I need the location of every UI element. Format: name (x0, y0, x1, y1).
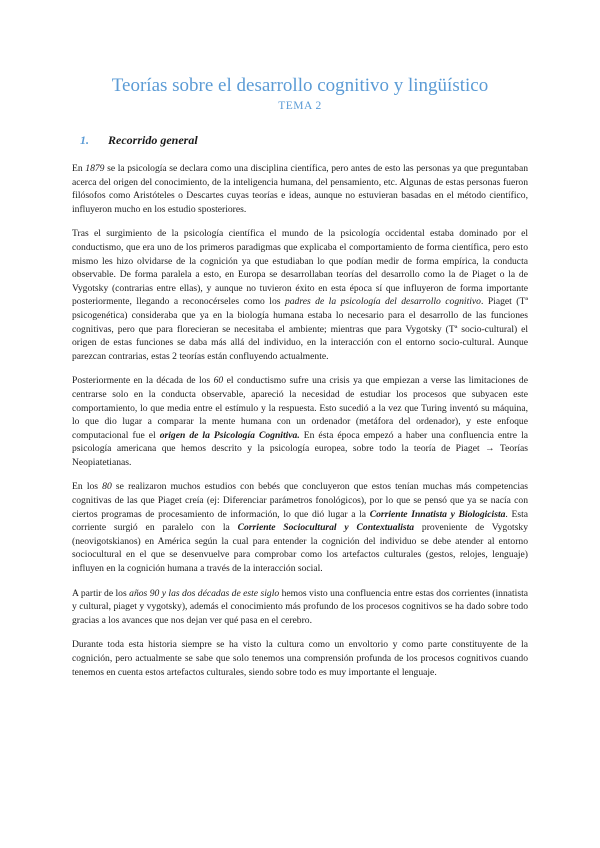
section-number: 1. (80, 133, 89, 147)
year-emphasis: 1879 (85, 163, 105, 174)
document-title: Teorías sobre el desarrollo cognitivo y lingüístico (111, 75, 489, 96)
italic-emphasis: padres de la psicología del desarrollo cognitivo (284, 296, 481, 308)
text-run: se la psicología se declara como una disciplina científica, pero antes de esto las personas ya que preguntaban acerca del origen del conocimiento, de la inteligencia humana, del pensamiento, etc. Algunas de estas personas fueron filósofos como Aristóteles o Descartes cuyas teorías e ideas, aunque no estuvieran basadas en el método científico, influyeron mucho en los estudio sposteriores. (72, 163, 528, 215)
text-run: Posteriormente en la década de los (72, 375, 214, 387)
paragraph-6: Durante toda esta historia siempre se ha visto la cultura como un envoltorio y como parte constituyente de la cognición, pero actualmente se sabe que solo tenemos una comprensión profunda de los procesos cognitivos cuando tenemos en cuenta estos artefactos culturales, siendo sobre todo es muy importante el lenguaje. (72, 639, 528, 678)
bold-italic-emphasis: Corriente Innatista y Biologicista (369, 508, 506, 520)
text-run: proveniente de Vygotsky (neovigotskianos) en América según la cual para entender la cognición del individuo se debe atender al entorno sociocultural en el que se desenvuelve para comprobar como los artefactos culturales (gestos, relojes, lenguaje) influyen en la cognición humana a través de la interacción social. (72, 522, 528, 575)
paragraph-2 (72, 227, 528, 363)
paragraph-5 (72, 587, 528, 628)
bold-italic-emphasis: origen de la Psicología Cognitiva. (159, 429, 300, 441)
text-run: A partir de los (72, 587, 130, 599)
paragraph-3 (72, 374, 528, 469)
text-run: . Esta corriente surgió en paralelo con la (72, 508, 528, 534)
paragraph-4 (72, 480, 528, 575)
text-run: el conductismo sufre una crisis ya que empiezan a verse las limitaciones de centrarse solo en la conducta observable, apareció la necesidad de estudiar los procesos que subyacen este comportamiento, lo que media entre el estímulo y la respuesta. Esto sucedió a la vez que Turing inventó su máquina, lo que dio lugar a comparar la mente humana con un ordenador (metáfora del ordenador), y este enfoque computacional fue el (72, 375, 528, 441)
text-run: . Piaget (Tª psicogenética) consideraba que ya en la biología humana estaba lo necesario para el desarrollo de las funciones cognitivas, pero que para florecieran se necesitaba el ambiente; mientras que para Vygotsky (Tª socio-cultural) el origen de estas funciones se daba más allá del individuo, en la interacción con el entorno socio-cultural. Aunque parezcan contrarias, estas 2 teorías están confluyendo actualmente. (72, 296, 528, 362)
italic-emphasis: años 90 y las dos décadas de este siglo (129, 587, 280, 599)
section-heading (72, 132, 528, 148)
text-run: En ésta época empezó a haber una confluencia entre la psicología americana que hemos descrito y la psicología europea, sobre todo la teoría de Piaget → Teorías Neopiatetianas. (72, 429, 528, 468)
bold-italic-emphasis: Corriente Sociocultural y Contextualista (237, 522, 415, 534)
paragraph-1 (72, 162, 528, 216)
decade-emphasis: 60 (213, 375, 224, 387)
text-run: Tras el surgimiento de la psicología científica el mundo de la psicología occidental estaba dominado por el conductismo, que era uno de los primeros paradigmas que explicaba el comportamiento de forma científica, pero esto mismo les hizo olvidarse de la cognición ya que estudiaban lo que podían medir de forma empírica, la conducta observable. De forma paralela a esto, en Europa se desarrollaban teorías del desarrollo como la de Piaget o la de Vygotsky (contrarias entre ellas), y aunque no tuvieron éxito en esta época sí que influyeron de forma importante posteriormente, llegando a reconocérseles como los (72, 228, 528, 308)
decade-emphasis: 80 (102, 481, 112, 493)
text-run: se realizaron muchos estudios con bebés que concluyeron que estos tenían muchas más competencias cognitivas de las que Piaget creía (ej: Diferenciar parámetros fonológicos), por lo que se pensó que ya se nacía con ciertos programas de procesamiento de información, lo que dió lugar a la (72, 481, 528, 520)
text-run: hemos visto una confluencia entre estas dos corrientes (innatista y cultural, piaget y vygotsky), además el conocimiento más profundo de los procesos cognitivos se ha dado sobre todo gracias a los avances que nos dejan ver qué pasa en el cerebro. (72, 587, 528, 626)
text-run: En (72, 163, 86, 174)
document-subtitle: TEMA 2 (278, 100, 322, 112)
text-run: En los (72, 481, 103, 493)
section-title: Recorrido general (108, 133, 198, 147)
